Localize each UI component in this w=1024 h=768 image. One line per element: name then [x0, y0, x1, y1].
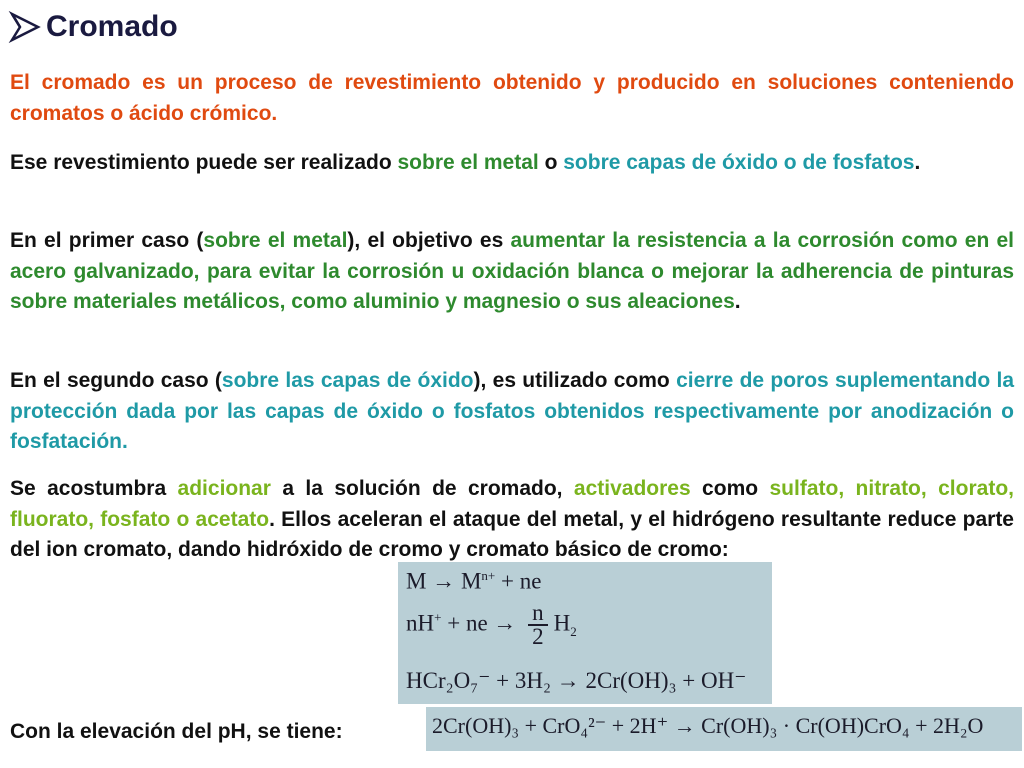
paragraph-intro: El cromado es un proceso de revestimiento obtenido y producido en soluciones conteniendo cromatos o ácido crómico.: [10, 71, 1014, 125]
arrowhead-bullet-icon: [8, 10, 42, 44]
basic-chromate-equation-image: [426, 707, 1022, 751]
equation-chromate-reduction: HCr₂O₇⁻ + 3H₂ → 2Cr(OH)₃ + OH⁻: [406, 668, 747, 693]
paragraph-ph: Con la elevación del pH, se tiene:: [10, 720, 343, 743]
equation-basic-chromate: 2Cr(OH)₃ + CrO₄²⁻ + 2H⁺ → Cr(OH)₃ · Cr(OH)CrO₄ + 2H₂O: [432, 713, 984, 738]
title-text: Cromado: [46, 10, 178, 43]
reaction-equations-image: [398, 562, 772, 704]
paragraph-activators: Se acostumbra adicionar a la solución de cromado, activadores como sulfato, nitrato, clorato, fluorato, fosfato o acetato. Ellos aceleran el ataque del metal, y el hidrógeno resultante reduce parte del ion cromato, dando hidróxido de cromo y cromato básico de cromo:: [10, 477, 1014, 561]
equation-metal-oxidation: $M \to M^{n+}$ + ne: [406, 568, 542, 594]
paragraph-second-case: En el segundo caso (sobre las capas de óxido), es utilizado como cierre de poros suplementando la protección dada por las capas de óxido o fosfatos obtenidos respectivamente por anodización o fosfatación.: [10, 369, 1015, 453]
equation-hydrogen: nH+ + ne → $\frac{n}{2}$ $H_2$: [406, 600, 577, 649]
paragraph-substrates: Ese revestimiento puede ser realizado sobre el metal o sobre capas de óxido o de fosfatos.: [10, 151, 921, 174]
paragraph-first-case: En el primer caso (sobre el metal), el objetivo es aumentar la resistencia a la corrosión como en el acero galvanizado, para evitar la corrosión u oxidación blanca o mejorar la adherencia de pinturas sobre materiales metálicos, como aluminio y magnesio o sus aleaciones.: [10, 229, 1015, 313]
slide-title: [8, 10, 178, 44]
